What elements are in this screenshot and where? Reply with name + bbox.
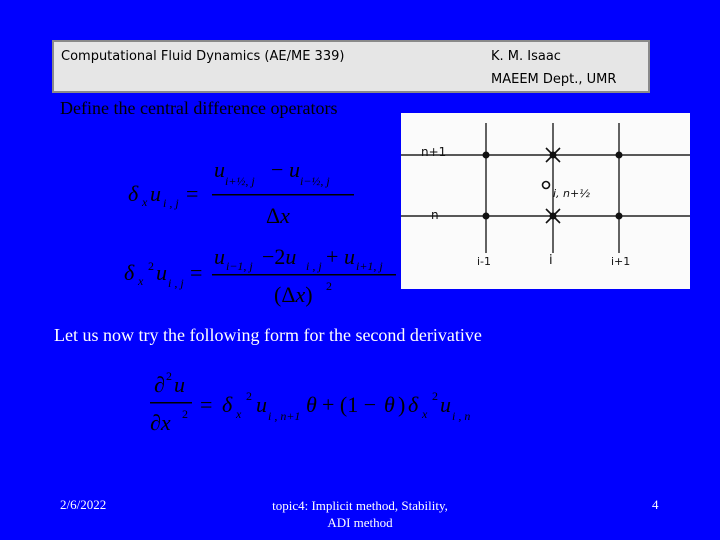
svg-text:i+1, j: i+1, j [356, 259, 383, 273]
svg-text:∂: ∂ [154, 372, 165, 397]
svg-text:=: = [200, 392, 213, 417]
svg-text:u: u [214, 244, 225, 269]
svg-text:θ: θ [306, 392, 317, 417]
svg-text:θ: θ [384, 392, 395, 417]
equation-theta-scheme [146, 362, 486, 447]
svg-text:2: 2 [326, 279, 332, 293]
svg-text:u: u [289, 157, 300, 182]
svg-text:i+½, j: i+½, j [225, 174, 255, 188]
department: MAEEM Dept., UMR [491, 72, 617, 87]
svg-text:i , n: i , n [452, 409, 471, 423]
svg-text:i−½, j: i−½, j [300, 174, 330, 188]
svg-text:−2u: −2u [262, 244, 297, 269]
svg-text:+: + [326, 244, 339, 269]
author-name: K. M. Isaac [491, 49, 561, 64]
svg-text:u: u [256, 392, 267, 417]
svg-text:x: x [138, 274, 144, 288]
svg-text:(Δx): (Δx) [274, 282, 313, 307]
svg-text:=: = [186, 181, 199, 206]
svg-text:Δx: Δx [266, 203, 290, 228]
row-label-n-plus-1: n+1 [421, 145, 447, 159]
svg-text:2: 2 [166, 369, 172, 383]
footer-topic [230, 497, 490, 531]
equation-second-difference [122, 240, 402, 310]
stencil-figure [401, 113, 690, 289]
svg-text:x: x [236, 407, 242, 421]
svg-text:∂x: ∂x [150, 410, 171, 435]
midpoint-label: i, n+½ [553, 187, 590, 200]
svg-text:u: u [174, 372, 185, 397]
svg-text:δ: δ [408, 392, 419, 417]
svg-text:2: 2 [432, 389, 438, 403]
svg-text:u: u [156, 260, 167, 285]
col-label-i-minus-1: i-1 [477, 255, 492, 268]
intro-text: Define the central difference operators [60, 98, 338, 118]
footer-date: 2/6/2022 [60, 497, 107, 512]
svg-text:i , j: i , j [306, 259, 322, 273]
svg-text:x: x [142, 195, 148, 209]
svg-text:u: u [214, 157, 225, 182]
page-number: 4 [652, 497, 659, 512]
svg-text:−: − [271, 157, 284, 182]
svg-text:δ: δ [128, 181, 139, 206]
col-label-i-plus-1: i+1 [611, 255, 631, 268]
svg-text:u: u [150, 181, 161, 206]
svg-text:=: = [190, 260, 203, 285]
col-label-i: i [549, 253, 553, 268]
equation-first-difference [126, 155, 366, 235]
footer-topic-line2: ADI method [327, 515, 393, 530]
body-text: Let us now try the following form for the second derivative [54, 325, 482, 345]
svg-text:i , j: i , j [168, 276, 184, 290]
svg-text:i , n+1: i , n+1 [268, 409, 301, 423]
svg-text:): ) [398, 392, 406, 417]
svg-text:i−1, j: i−1, j [226, 259, 253, 273]
svg-text:x: x [422, 407, 428, 421]
svg-text:+ (1 −: + (1 − [322, 392, 377, 417]
row-label-n: n [431, 208, 439, 222]
course-title: Computational Fluid Dynamics (AE/ME 339) [61, 49, 345, 64]
slide-header [52, 40, 650, 93]
svg-text:δ: δ [222, 392, 233, 417]
svg-text:2: 2 [148, 259, 154, 273]
svg-text:δ: δ [124, 260, 135, 285]
svg-text:u: u [440, 392, 451, 417]
svg-text:2: 2 [246, 389, 252, 403]
svg-text:u: u [344, 244, 355, 269]
svg-text:2: 2 [182, 407, 188, 421]
svg-text:i , j: i , j [163, 196, 179, 210]
footer-topic-line1: topic4: Implicit method, Stability, [272, 498, 448, 513]
